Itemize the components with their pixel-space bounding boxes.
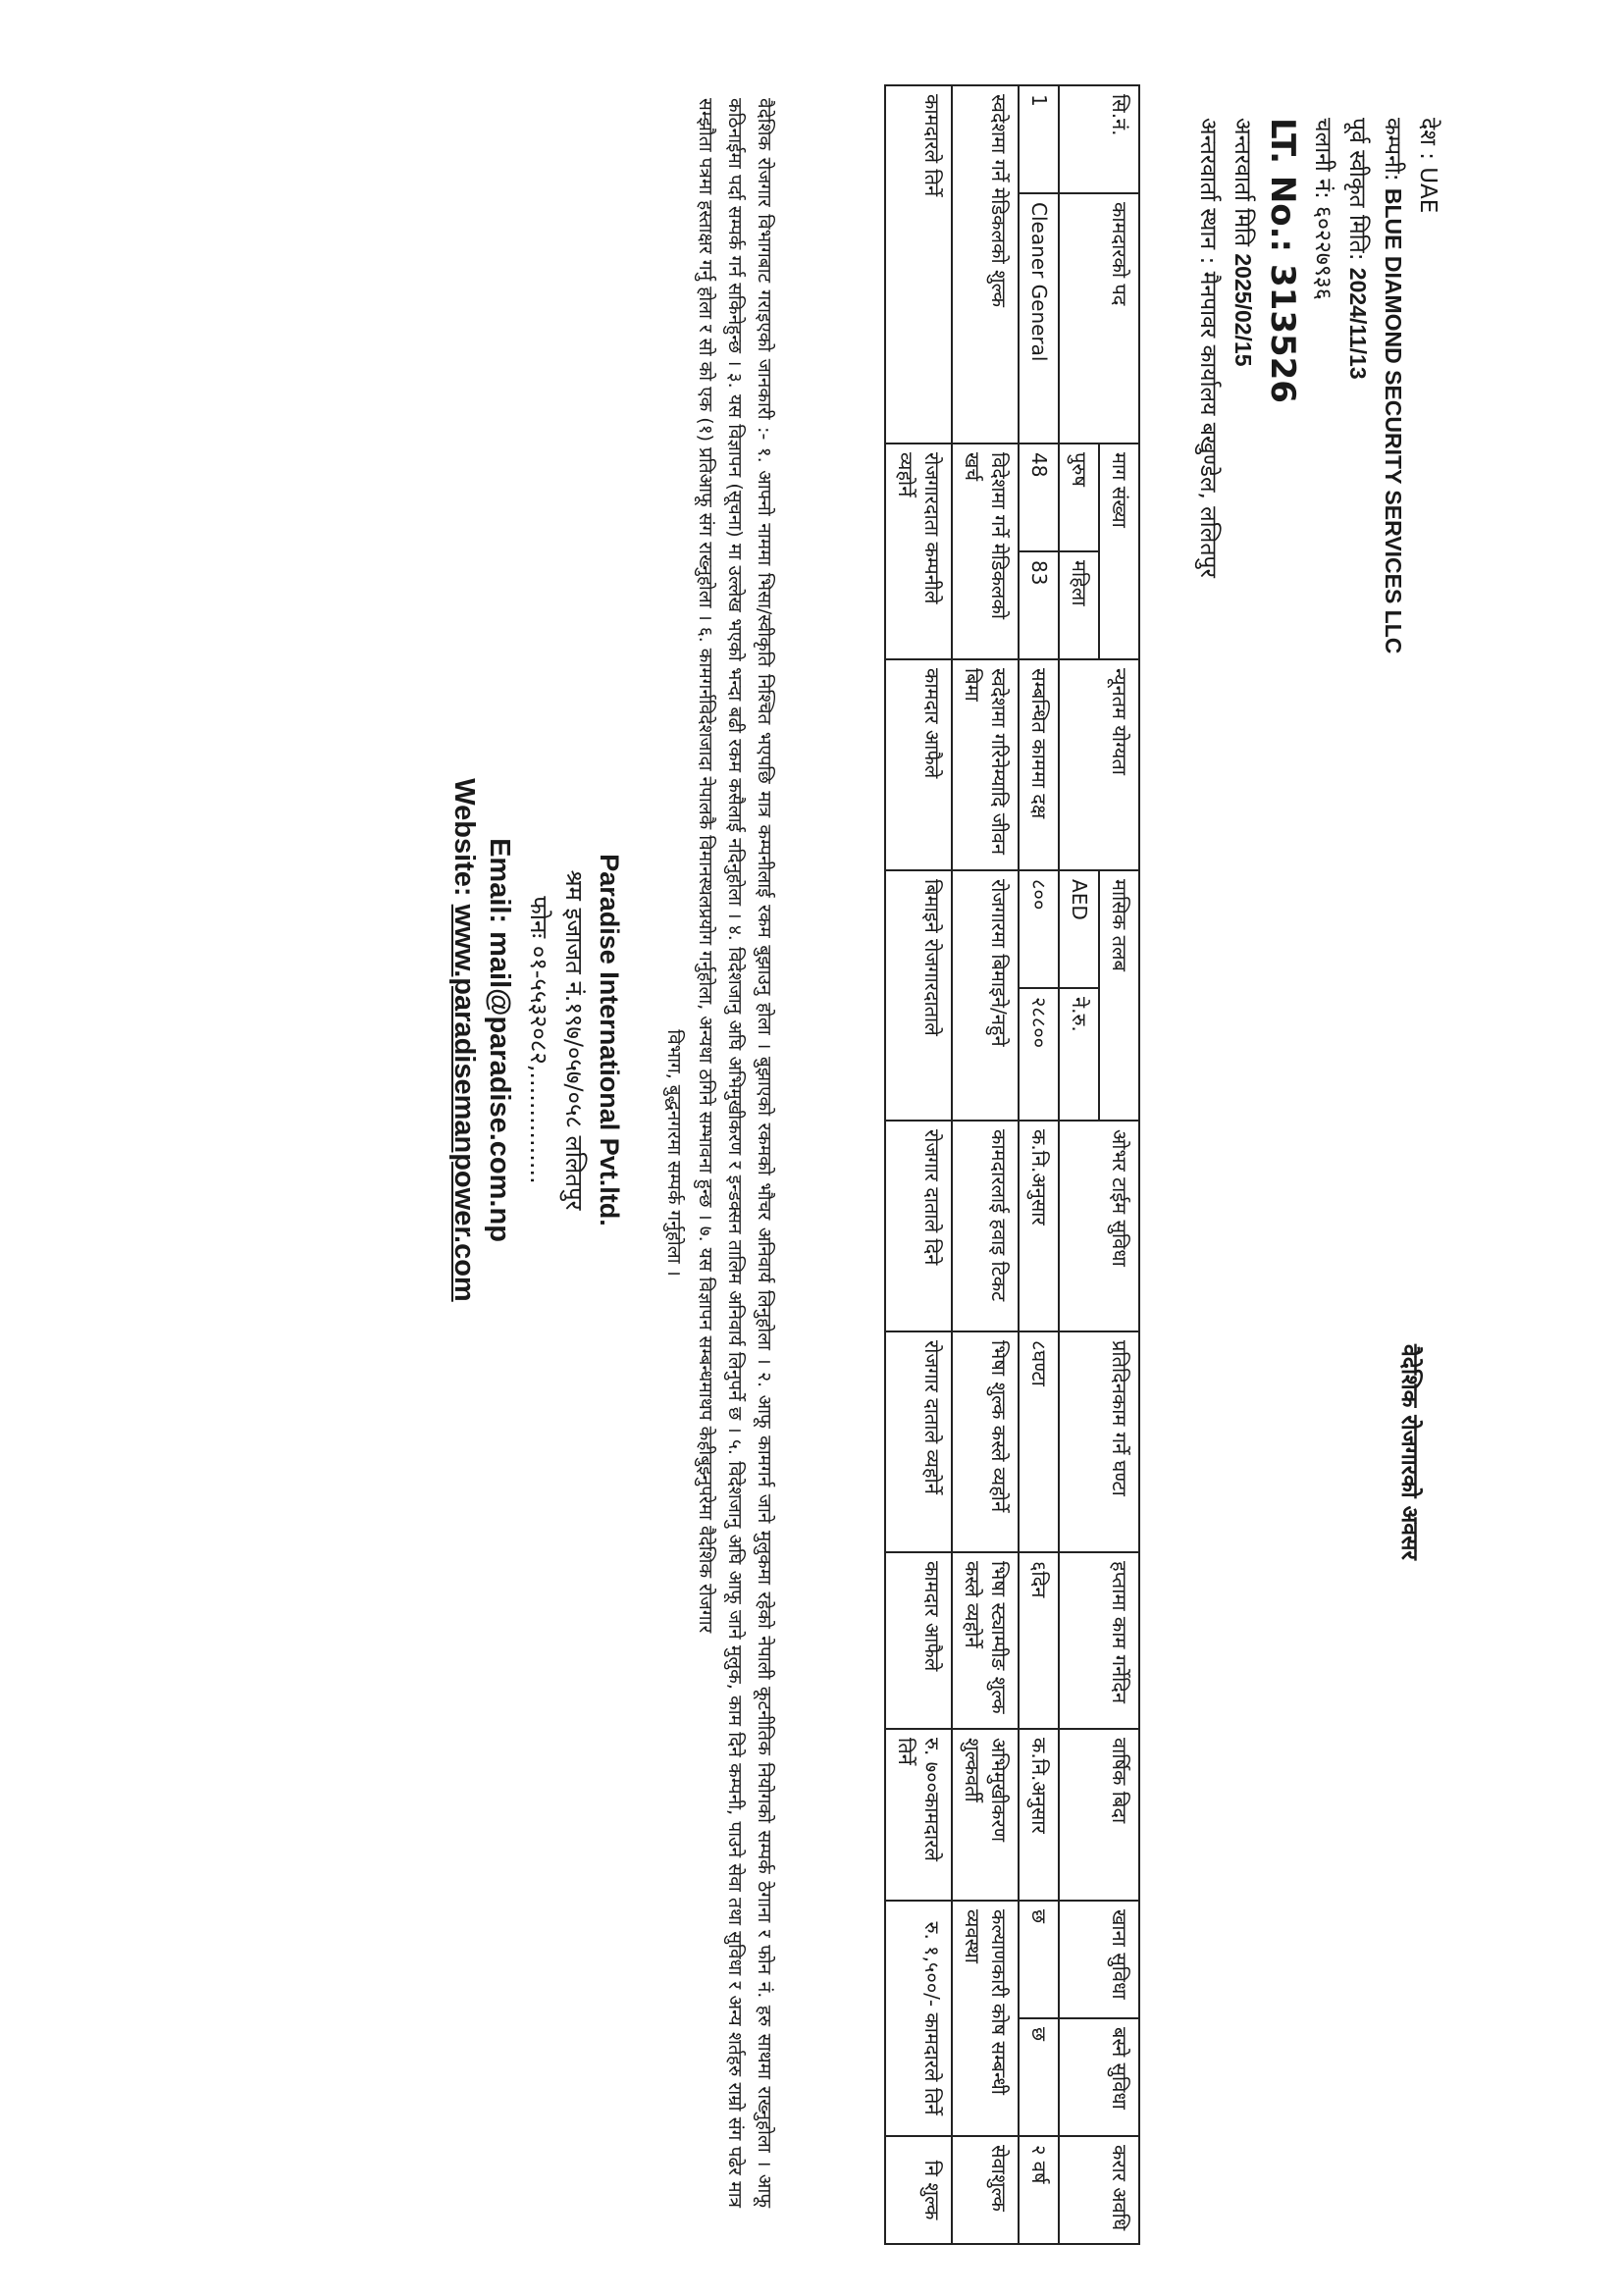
cell-ticket-label: कामदारलाई हवाइ टिकट	[952, 1121, 1019, 1331]
notice-text: वैदेशिक रोजगार विभागबाट गराइएको जानकारी :- १. आफ्नो नाममा भिसा/स्वीकृति निश्चित भएपछि मात्र कम्पनीलाई रकम बुझाउनु होला । बुझाएको रकमको भौचर अनिवार्य लिनुहोला । २. आफू कामगर्न जाने मुलुकमा रहेको नेपाली कूटनीतिक नियोगको सम्पर्क ठेगाना र फोन नं. हरु साथमा राख्नुहोला । आफू कठिनाईमा पर्दा सम्पर्क गर्न सकिनेहुन्छ । ३. यस विज्ञापन (सूचना) मा उल्लेख भएको भन्दा बढी रकम कसैलाई नदिनुहोला । ४. विदेशजानु अघि अभिमुखीकरण र इन्डक्सन तालिम अनिवार्य लिनुपर्ने छ । ५. विदेशजानु अघि आफू जाने मुलुक, काम दिने कम्पनी, पाउने सेवा तथा सुविधा र अन्य शर्तहरु राम्रो संग पढेर मात्र सम्झौता पत्रमा हस्ताक्षर गर्नु होला र सो को एक (१) प्रतिआफू संग राख्नुहोला । ६. कामगर्नविदेशजादा नेपालकै विमानस्थलप्रयोग गर्नुहोला, अन्यथा ठगिने सम्भावना हुन्छ । ७. यस विज्ञापन सम्बन्धमाथप केहीबुझ्नुपरेमा वैदेशिक रोजगार	[695, 98, 775, 2208]
table-header-row	[1099, 85, 1139, 2244]
agency-website-line	[446, 549, 482, 1531]
header-block	[1190, 118, 1444, 653]
header-daily-hours: प्रतिदिनकाम गर्ने घण्टा	[1059, 1331, 1139, 1552]
table-row	[885, 85, 952, 2244]
cell-sn: 1	[1019, 85, 1059, 193]
cell-medical-home-label: स्वदेशमा गर्ने मेडिकलको शुल्क	[952, 85, 1019, 444]
cell-accommodation: छ	[1019, 2018, 1059, 2136]
table-row	[1019, 85, 1059, 2244]
header-food: खाना सुविधा	[1059, 1901, 1139, 2018]
header-npr: ने.रु.	[1059, 988, 1099, 1121]
chalani-line: चलानी नं: ६०२२७९३६	[1310, 118, 1335, 300]
cell-visa-fee-value: रोजगार दाताले व्यहोर्ने	[885, 1331, 952, 1552]
agency-block	[446, 549, 627, 1531]
approval-date: 2024/11/13	[1345, 267, 1371, 380]
cell-employment-insurance-label: रोजगारमा बिमाइने/नहुने	[952, 870, 1019, 1121]
interview-date: 2025/02/15	[1230, 253, 1256, 367]
lt-label: LT. No.:	[1263, 118, 1302, 253]
cell-medical-abroad-value: रोजगारदाता कम्पनीले व्यहोर्ने	[885, 444, 952, 659]
header-demand: माग संख्या	[1099, 444, 1139, 659]
lt-number-line	[1260, 118, 1305, 653]
cell-female: 83	[1019, 551, 1059, 659]
cell-medical-home-value: कामदारले तिर्ने	[885, 85, 952, 444]
cell-stamping-fee-label: भिषा स्ट्याम्पीङ शुल्क कस्ले व्यहोर्ने	[952, 1552, 1019, 1729]
cell-weekly-days: ६दिन	[1019, 1552, 1059, 1729]
header-sn: सि.नं.	[1059, 85, 1139, 193]
website-label: Website:	[448, 778, 480, 897]
agency-license: श्रम इजाजत नं.१९७/०५७/०५८ ललितपुर	[560, 869, 588, 1211]
document-title: वैदेशिक रोजगारको अवसर	[1396, 1344, 1422, 1560]
cell-orientation-value: रु. ७००कामदारले तिर्ने	[885, 1729, 952, 1901]
cell-service-fee-value: नि शुल्क	[885, 2136, 952, 2244]
approval-label: पूर्व स्वीकृत मिति:	[1344, 118, 1370, 261]
company-line	[1375, 118, 1410, 653]
cell-visa-fee-label: भिषा शुल्क कस्ले व्यहोर्ने	[952, 1331, 1019, 1552]
cell-ticket-value: रोजगार दाताले दिने	[885, 1121, 952, 1331]
table-row	[952, 85, 1019, 2244]
header-male: पुरुष	[1059, 444, 1099, 551]
cell-stamping-fee-value: कामदार आफैले	[885, 1552, 952, 1729]
cell-post: Cleaner General	[1019, 193, 1059, 444]
notice-last-line: विभाग, बुद्धनगरमा सम्पर्क गर्नुहोला ।	[663, 1029, 685, 1277]
cell-aed: ८००	[1019, 870, 1059, 988]
cell-welfare-fund-value: रु. १,५००/- कामदारले तिर्ने	[885, 1901, 952, 2136]
cell-welfare-fund-label: कल्याणकारी कोष सम्बन्धी व्यवस्था	[952, 1901, 1019, 2136]
header-weekly-days: हप्तामा काम गर्नेदिन	[1059, 1552, 1139, 1729]
header-overtime: ओभर टाईम सुविधा	[1059, 1121, 1139, 1331]
header-contract: करार अवधि	[1059, 2136, 1139, 2244]
agency-name: Paradise International Pvt.ltd.	[595, 854, 624, 1226]
cell-daily-hours: ८घण्टा	[1019, 1331, 1059, 1552]
cell-service-fee-label: सेवाशुल्क	[952, 2136, 1019, 2244]
approval-line	[1339, 118, 1375, 653]
header-annual-leave: वार्षिक बिदा	[1059, 1729, 1139, 1901]
cell-medical-abroad-label: विदेशमा गर्ने मेडिकलको खर्च	[952, 444, 1019, 659]
cell-npr: २८८००	[1019, 988, 1059, 1121]
country-line: देश : UAE	[1415, 118, 1440, 214]
agency-phone: फोनः ०१-५५३२०८२,...............	[525, 896, 552, 1184]
header-qualification: न्यूनतम योग्यता	[1059, 659, 1139, 870]
cell-annual-leave: क.नि.अनुसार	[1019, 1729, 1059, 1901]
header-aed: AED	[1059, 870, 1099, 988]
cell-overtime: क.नि.अनुसार	[1019, 1121, 1059, 1331]
website-link[interactable]: www.paradisemanpower.com	[448, 904, 480, 1302]
lt-number: 313526	[1263, 264, 1302, 403]
company-name: BLUE DIAMOND SECURITY SERVICES LLC	[1381, 187, 1406, 654]
cell-insurance-label: स्वदेशमा गरिनेम्यादि जीवन बिमा	[952, 659, 1019, 870]
interview-date-line	[1225, 118, 1260, 653]
header-accommodation: बस्ने सुविधा	[1059, 2018, 1139, 2136]
interview-place-line: अन्तरवार्ता स्थान : मैनपावर कार्यालय बखुण्डेल, ललितपुर	[1195, 118, 1221, 578]
company-label: कम्पनी:	[1380, 118, 1405, 182]
interview-date-label: अन्तरवार्ता मिति	[1230, 118, 1255, 247]
job-details-table	[884, 84, 1140, 2245]
cell-qualification: सम्बन्धित काममा दक्ष	[1019, 659, 1059, 870]
cell-employment-insurance-value: बिमाइने रोजगारदाताले	[885, 870, 952, 1121]
header-female: महिला	[1059, 551, 1099, 659]
cell-insurance-value: कामदार आफैले	[885, 659, 952, 870]
header-salary: मासिक तलब	[1099, 870, 1139, 1121]
cell-contract: २ वर्ष	[1019, 2136, 1059, 2244]
cell-male: 48	[1019, 444, 1059, 551]
agency-email[interactable]: Email: mail@paradise.com.np	[484, 838, 515, 1242]
government-notice	[659, 98, 779, 2208]
header-post: कामदारको पद	[1059, 193, 1139, 444]
cell-orientation-label: अभिमुखीकरण शुल्कवर्ती	[952, 1729, 1019, 1901]
cell-food: छ	[1019, 1901, 1059, 2018]
